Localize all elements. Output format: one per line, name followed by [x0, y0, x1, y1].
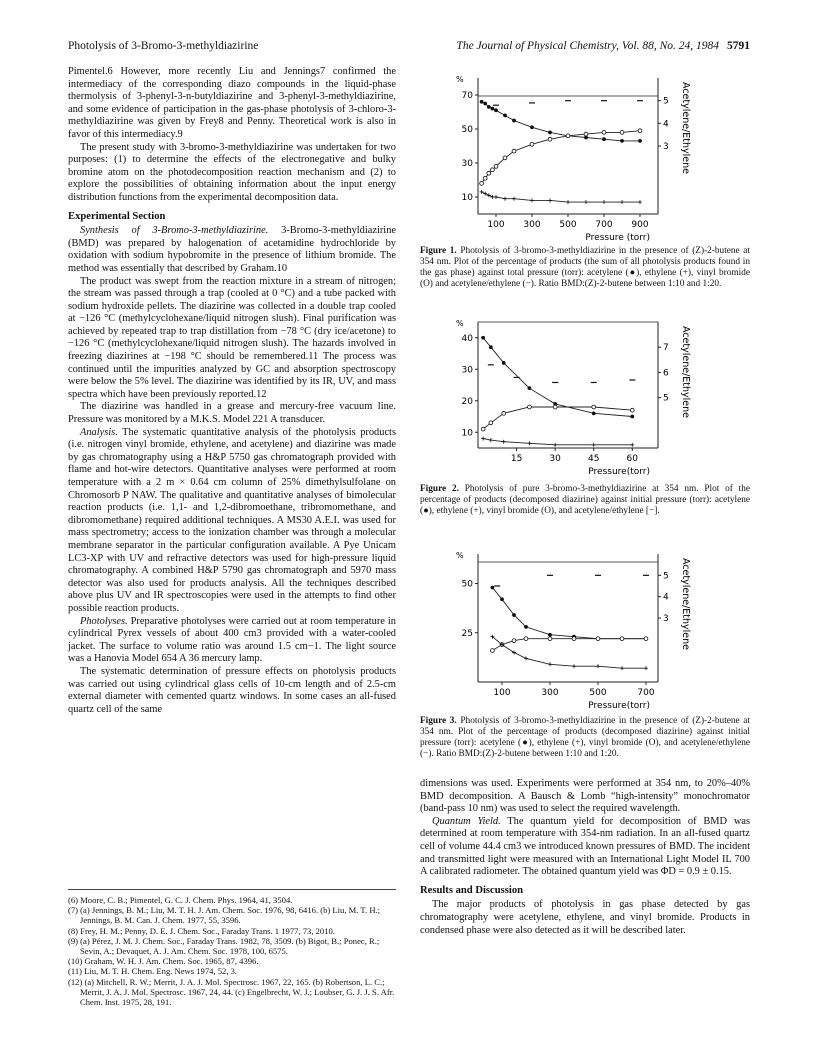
x-tick-label: 300: [523, 220, 541, 230]
vinyl-bromide-point: [487, 171, 491, 175]
vinyl-bromide-point: [528, 405, 532, 409]
paragraph: The systematic determination of pressure effects on photolysis products was carried out using cylindrical glass cells of 10-cm length and of 2.5-cm external diameter with cemented quartz windows. In some cases an all-fused quartz cell of the same: [68, 665, 396, 715]
vinyl-bromide-point: [596, 637, 600, 641]
running-header-title: Photolysis of 3-Bromo-3-methyldiazirine: [68, 40, 259, 52]
y-tick-label: 20: [461, 396, 473, 407]
acetylene-point: [491, 586, 495, 590]
y-tick-label: 70: [461, 91, 473, 101]
paragraph: The present study with 3-bromo-3-methyldiazirine was undertaken for two purposes: (1) to determine the effects of the electronegative and bulky bromine atom on the photodecomposition reaction mechanism and (2) to explore the possibilities of obtaining information about the input energy distribution functions from the experimental decomposition data.: [68, 141, 396, 203]
acetylene-point: [602, 137, 606, 141]
x-axis-label: Pressure(torr): [588, 701, 650, 711]
paragraph: The major products of photolysis in gas phase detected by gas chromatography were acetylene, ethylene, and vinyl bromide. Products in condensed phase were also detected as it will be described later.: [420, 899, 750, 936]
ethylene-point: [602, 200, 606, 204]
y-tick-label: 30: [461, 159, 473, 169]
acetylene-point: [483, 102, 487, 106]
vinyl-bromide-point: [584, 132, 588, 136]
run-in-title: Analysis.: [80, 426, 118, 438]
reference: (9) (a) Pérez, J. M. J. Chem. Soc., Faraday Trans. 1982, 78, 3509. (b) Bigot, B.; Ponec, R.; Sevin, A.; Devaquet, A. J. Am. Chem. Soc. 1978, 100, 6575.: [68, 935, 380, 957]
acetylene-point: [502, 361, 506, 365]
reference: (10) Graham, W. H. J. Am. Chem. Soc. 1965, 87, 4396.: [68, 956, 259, 967]
vinyl-bromide-point: [489, 421, 493, 425]
acetylene-point: [528, 386, 532, 390]
ethylene-point: [638, 200, 642, 204]
ethylene-point: [630, 443, 634, 447]
paragraph: The diazirine was handled in a grease and mercury-free vacuum line. Pressure was monitored by a M.K.S. Model 221 A transducer.: [68, 401, 396, 426]
vinyl-bromide-point: [530, 142, 534, 146]
y-axis-label: %: [456, 319, 464, 328]
vinyl-bromide-point: [524, 637, 528, 641]
vinyl-bromide-point: [491, 649, 495, 653]
acetylene-point: [630, 415, 634, 419]
vinyl-bromide-point: [512, 149, 516, 153]
section-heading: Results and Discussion: [420, 884, 524, 896]
ethylene-point: [527, 441, 531, 445]
y-tick-label: 30: [461, 365, 473, 376]
ethylene-point: [592, 443, 596, 447]
ethylene-point: [503, 197, 507, 201]
vinyl-bromide-point: [553, 405, 557, 409]
acetylene-point: [487, 105, 491, 109]
paragraph: Photolyses. Preparative photolyses were carried out at room temperature in cylindrical Pyrex vessels of about 400 cm3 provided with a water-cooled jacket. The surface to volume ratio was around 1.5 cm−1. The light source was a Hanovia Model 654 A 36 mercury lamp.: [68, 615, 396, 665]
acetylene-point: [512, 613, 516, 617]
vinyl-bromide-point: [494, 165, 498, 169]
vinyl-bromide-point: [620, 637, 624, 641]
page-number: 5791: [727, 40, 750, 52]
paragraph: dimensions was used. Experiments were performed at 354 nm, to 20%–40% BMD decomposition. A Bausch & Lomb “high-intensity” monochromator (band-pass 10 nm) was used to select the required wavelength.: [420, 778, 750, 815]
paragraph: Synthesis of 3-Bromo-3-methyldiazirine. 3-Bromo-3-methyldiazirine (BMD) was prepared by halogenation of acetamidine hydrochloride by oxidation with sodium hypobromite in the presence of lithium bromide. The method was essentially that described by Graham.10: [68, 225, 396, 274]
acetylene-point: [620, 139, 624, 143]
ethylene-point: [553, 443, 557, 447]
x-tick-label: 500: [589, 688, 607, 698]
y2-tick-label: 5: [663, 96, 669, 107]
y2-tick-label: 4: [663, 119, 669, 130]
reference: (6) Moore, C. B.; Pimentel, G. C. J. Chem. Phys. 1964, 41, 3504.: [68, 895, 293, 905]
y-tick-label: 50: [461, 579, 473, 590]
vinyl-bromide-point: [480, 182, 484, 186]
y-tick-label: 50: [461, 125, 473, 135]
y2-axis-label: Acetylene/Ethylene: [680, 82, 691, 175]
running-header-journal: The Journal of Physical Chemistry, Vol. 88, No. 24, 1984 5791: [456, 40, 750, 52]
ethylene-point: [480, 190, 484, 194]
ethylene-point: [572, 664, 576, 668]
vinyl-bromide-point: [592, 405, 596, 409]
ethylene-point: [524, 656, 528, 660]
y2-tick-label: 5: [663, 393, 669, 404]
acetylene-point: [548, 131, 552, 135]
y-axis-label: %: [456, 551, 464, 560]
y-tick-label: 40: [461, 333, 473, 344]
figure-1-caption: Figure 1. Photolysis of 3-bromo-3-methyldiazirine in the presence of (Z)-2-butene at 354 nm. Plot of the percentage of products (the sum of all photolysis products found in the gas phase) against total pressure (torr): acetylene (●), ethylene (+), vinyl bromide (O) and acetylene/ethylene (−). Ratio BMD:(Z)-2-butene between 1:10 and 1:20.: [420, 246, 751, 289]
ethylene-point: [548, 662, 552, 666]
ethylene-point: [483, 192, 487, 196]
ethylene-point: [644, 666, 648, 670]
acetylene-point: [500, 597, 504, 601]
acetylene-point: [638, 139, 642, 143]
vinyl-bromide-point: [644, 637, 648, 641]
ethylene-point: [530, 198, 534, 202]
x-tick-label: 700: [595, 220, 613, 230]
acetylene-curve: [492, 588, 646, 639]
reference: (8) Frey, H. M.; Penny, D. E. J. Chem. Soc., Faraday Trans. 1 1977, 73, 2010.: [68, 925, 335, 936]
vinyl-bromide-curve: [483, 407, 632, 429]
vinyl-bromide-point: [481, 427, 485, 431]
ethylene-point: [481, 437, 485, 441]
vinyl-bromide-point: [602, 131, 606, 135]
y-axis-label: %: [456, 75, 464, 84]
y2-axis-label: Acetylene/Ethylene: [680, 326, 691, 419]
ethylene-point: [566, 200, 570, 204]
ethylene-point: [490, 195, 494, 199]
acetylene-point: [491, 107, 495, 111]
figure-2-chart: [430, 312, 730, 478]
x-tick-label: 300: [541, 688, 559, 698]
acetylene-point: [489, 345, 493, 349]
reference: (7) (a) Jennings, B. M.; Liu, M. T. H. J. Am. Chem. Soc. 1976, 98, 6416. (b) Liu, M. T. H.; Jennings, B. M. Can. J. Chem. 1977, 55, 3596.: [68, 905, 381, 926]
y2-tick-label: 6: [663, 368, 669, 379]
run-in-title: Photolyses.: [80, 615, 128, 627]
x-tick-label: 900: [631, 220, 649, 230]
run-in-title: Synthesis of 3-Bromo-3-methyldiazirine.: [80, 225, 269, 237]
ethylene-point: [502, 440, 506, 444]
ethylene-point: [487, 193, 491, 197]
x-tick-label: 100: [487, 220, 505, 230]
ethylene-point: [512, 197, 516, 201]
vinyl-bromide-point: [491, 168, 495, 172]
vinyl-bromide-point: [572, 637, 576, 641]
ethylene-point: [489, 438, 493, 442]
vinyl-bromide-point: [566, 134, 570, 138]
run-in-title: Quantum Yield.: [432, 815, 501, 827]
x-tick-label: 100: [493, 688, 511, 698]
acetylene-curve: [483, 338, 632, 417]
figure-1-chart: [430, 66, 730, 242]
x-axis-label: Pressure(torr): [588, 467, 650, 477]
y2-tick-label: 3: [663, 614, 669, 624]
acetylene-point: [524, 625, 528, 629]
paragraph: Pimentel.6 However, more recently Liu and Jennings7 confirmed the intermediacy of the corresponding diazo compounds in the liquid-phase thermolysis of 3-phenyl-3-n-butyldiazirine and 3-phenyl-3-methyldiazirine, and some evidence of participation in the gas-phase photolysis of 3-chloro-3-methyldiazirine was given by Frey8 and Penny. Theoretical work is also in favor of this intermediacy.9: [68, 66, 396, 140]
y2-tick-label: 3: [663, 142, 669, 152]
acetylene-curve: [482, 102, 640, 141]
paragraph: Quantum Yield. The quantum yield for decomposition of BMD was determined at room temperature with 354-nm radiation. In an all-fused quartz cell of volume 44.4 cm3 we introduced known pressures of BMD. The incident and transmitted light were measured with an International Light Model IL 700 A calibrated radiometer. The obtained quantum yield was ΦD = 0.9 ± 0.15.: [420, 815, 750, 878]
vinyl-bromide-point: [548, 137, 552, 141]
ethylene-point: [584, 200, 588, 204]
figure-3-chart: [430, 546, 730, 712]
acetylene-point: [494, 108, 498, 112]
y2-tick-label: 5: [663, 571, 669, 582]
ethylene-point: [548, 198, 552, 202]
acetylene-point: [530, 125, 534, 129]
vinyl-bromide-point: [512, 639, 516, 643]
x-tick-label: 700: [637, 688, 655, 698]
vinyl-bromide-point: [620, 131, 624, 135]
right-column: [420, 778, 750, 937]
vinyl-bromide-point: [503, 156, 507, 160]
x-tick-label: 30: [549, 454, 561, 464]
references: [68, 889, 396, 1007]
vinyl-bromide-point: [502, 411, 506, 415]
figure-2-caption: Figure 2. Photolysis of pure 3-bromo-3-methyldiazirine at 354 nm. Plot of the percentage of products (decomposed diazirine) against initial pressure (torr): acetylene (●), ethylene (+), vinyl bromide (O), and acetylene/ethylene [−].: [420, 484, 751, 516]
vinyl-bromide-point: [548, 637, 552, 641]
paragraph: Analysis. The systematic quantitative analysis of the photolysis products (i.e. nitrogen vinyl bromide, ethylene, and acetylene) and diazirine was made by gas chromatography using a H&P 5750 gas chromatograph provided with flame and hot-wire detectors. Quantitative analyses were performed at room temperature with a 2 m × 0.64 cm column of 25% dimethylsulfolane on Chromosorb P NAW. The qualitative and quantitative analyses of bimolecular reaction products (i.e. 1,1- and 1,2-dibromoethane, tribromomethane, and dibromomethane) required additional techniques. A MS30 A.E.I. was used for mass spectrometry; access to the ionization chamber was through a molecular membrane separator in the particular configuration available. A Pye Unicam LC3-XP with UV and refractive detectors was used for high-pressure liquid chromatography. A combined H&P 5790 gas chromatograph and 5970 mass detector was also used for products analysis. All the techniques described above plus UV and IR spectroscopies were used in the attempts to find other possible reaction products.: [68, 426, 396, 614]
acetylene-point: [503, 114, 507, 118]
x-axis-label: Pressure (torr): [585, 233, 650, 242]
left-column: [68, 66, 396, 716]
y-tick-label: 10: [461, 193, 473, 203]
acetylene-point: [592, 411, 596, 415]
x-tick-label: 45: [587, 454, 600, 464]
ethylene-point: [620, 666, 624, 670]
x-tick-label: 15: [510, 454, 523, 464]
y-tick-label: 10: [461, 428, 473, 439]
reference: (11) Liu, M. T. H. Chem. Eng. News 1974, 52, 3.: [68, 966, 238, 977]
paragraph: The product was swept from the reaction mixture in a stream of nitrogen; the stream was passed through a trap (cooled at 0 °C) and a tube packed with sodium hydroxide pellets. The diazirine was collected in a double trap cooled at −126 °C (methylcyclohexane/liquid nitrogen slush). Final purification was achieved by repeated trap to trap distillation from −78 °C (dry ice/acetone) to −126 °C (methylcyclohexane/liquid nitrogen slush). The hazards involved in freezing diazirines at −198 °C should be remembered.11 The process was continued until the impurities analyzed by GC and absorption spectroscopy were below the 5% level. The diazirine was identified by its IR, UV, and mass spectra which have been previously reported.12: [68, 275, 396, 400]
ethylene-point: [620, 200, 624, 204]
acetylene-point: [481, 336, 485, 340]
y2-tick-label: 7: [663, 343, 669, 354]
acetylene-point: [548, 633, 552, 637]
x-tick-label: 60: [626, 454, 639, 464]
x-tick-label: 500: [559, 220, 577, 230]
y2-tick-label: 4: [663, 592, 669, 603]
vinyl-bromide-point: [638, 129, 642, 133]
vinyl-bromide-point: [630, 408, 634, 412]
y-tick-label: 25: [461, 628, 473, 639]
section-heading: Experimental Section: [68, 210, 166, 222]
y2-axis-label: Acetylene/Ethylene: [680, 558, 691, 651]
figure-3-caption: Figure 3. Photolysis of 3-bromo-3-methyldiazirine in the presence of (Z)-2-butene at 354 nm. Plot of the percentage of products (decomposed diazirine) against initial pressure (torr): acetylene (●), ethylene (+), vinyl bromide (O), and acetylene/ethylene (−). Ratio BMD:(Z)-2-butene between 1:10 and 1:20.: [420, 716, 751, 759]
acetylene-point: [480, 100, 484, 104]
ethylene-point: [596, 664, 600, 668]
reference: (12) (a) Mitchell, R. W.; Merrit, J. A. J. Mol. Spectrosc. 1967, 22, 165. (b) Robertson, L. C.; Merrit, J. A. J. Mol. Spectrosc. 1967, 24, 44. (c) Engelbrecht, W. J.; Loubser, G. J. J. S. Afr. Chem. Inst. 1975, 28, 191.: [68, 976, 395, 1008]
vinyl-bromide-point: [483, 176, 487, 180]
acetylene-point: [512, 119, 516, 123]
ethylene-point: [494, 195, 498, 199]
